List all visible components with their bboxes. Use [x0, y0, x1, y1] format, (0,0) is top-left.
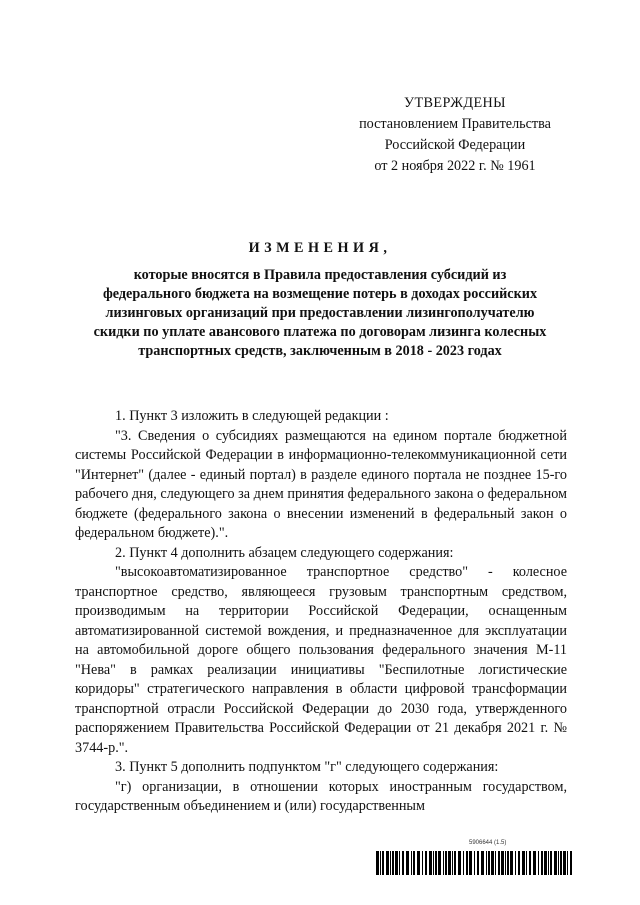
barcode-image [376, 851, 572, 875]
paragraph-3: 2. Пункт 4 дополнить абзацем следующего содержания: [115, 544, 454, 561]
document-subtitle: которые вносятся в Правила предоставления субсидий из федерального бюджета на возмещение потерь в доходах российских лизинговых организаций при предоставлении лизингополучателю скидки по уплате авансового платежа по договорам лизинга колесных транспортных средств, заключенным в 2018 - 2023 годах [93, 267, 547, 359]
paragraph-6: "г) организации, в отношении которых иностранным государством, государственным объединением и (или) государственным [75, 778, 567, 814]
document-body [75, 407, 567, 817]
paragraph-4: "высокоавтоматизированное транспортное средство" - колесное транспортное средство, являющееся грузовым транспортным средством, производимым на территории Российской Федерации, оснащенным автоматизированной системой вождения, и предназначенное для эксплуатации на автомобильной дороге общего пользования федерального значения М-11 "Нева" в рамках реализации инициативы "Беспилотные логистические коридоры" стратегического направления в области цифровой трансформации транспортной отрасли Российской Федерации до 2030 года, утвержденного распоряжением Правительства Российской Федерации от 21 декабря 2021 г. № 3744-р.". [75, 564, 567, 756]
document-title: ИЗМЕНЕНИЯ, [248, 240, 392, 256]
approval-line-1: постановлением Правительства [359, 116, 551, 132]
approval-block [330, 93, 580, 177]
approval-line-3: от 2 ноября 2022 г. № 1961 [374, 158, 536, 174]
paragraph-5: 3. Пункт 5 дополнить подпунктом "г" следующего содержания: [115, 759, 499, 775]
approval-heading: УТВЕРЖДЕНЫ [404, 95, 506, 111]
approval-line-2: Российской Федерации [384, 137, 526, 153]
paragraph-1: 1. Пункт 3 изложить в следующей редакции : [115, 408, 389, 424]
document-code: 5906644 (1.5) [469, 840, 507, 846]
paragraph-2: "3. Сведения о субсидиях размещаются на едином портале бюджетной системы Российской Федерации в информационно-телекоммуникационной сети "Интернет" (далее - единый портал) в разделе единого портала не позднее 15-го рабочего дня, следующего за днем принятия федерального закона о федеральном бюджете (федерального закона о внесении изменений в федеральный закон о федеральном бюджете).". [75, 427, 567, 541]
